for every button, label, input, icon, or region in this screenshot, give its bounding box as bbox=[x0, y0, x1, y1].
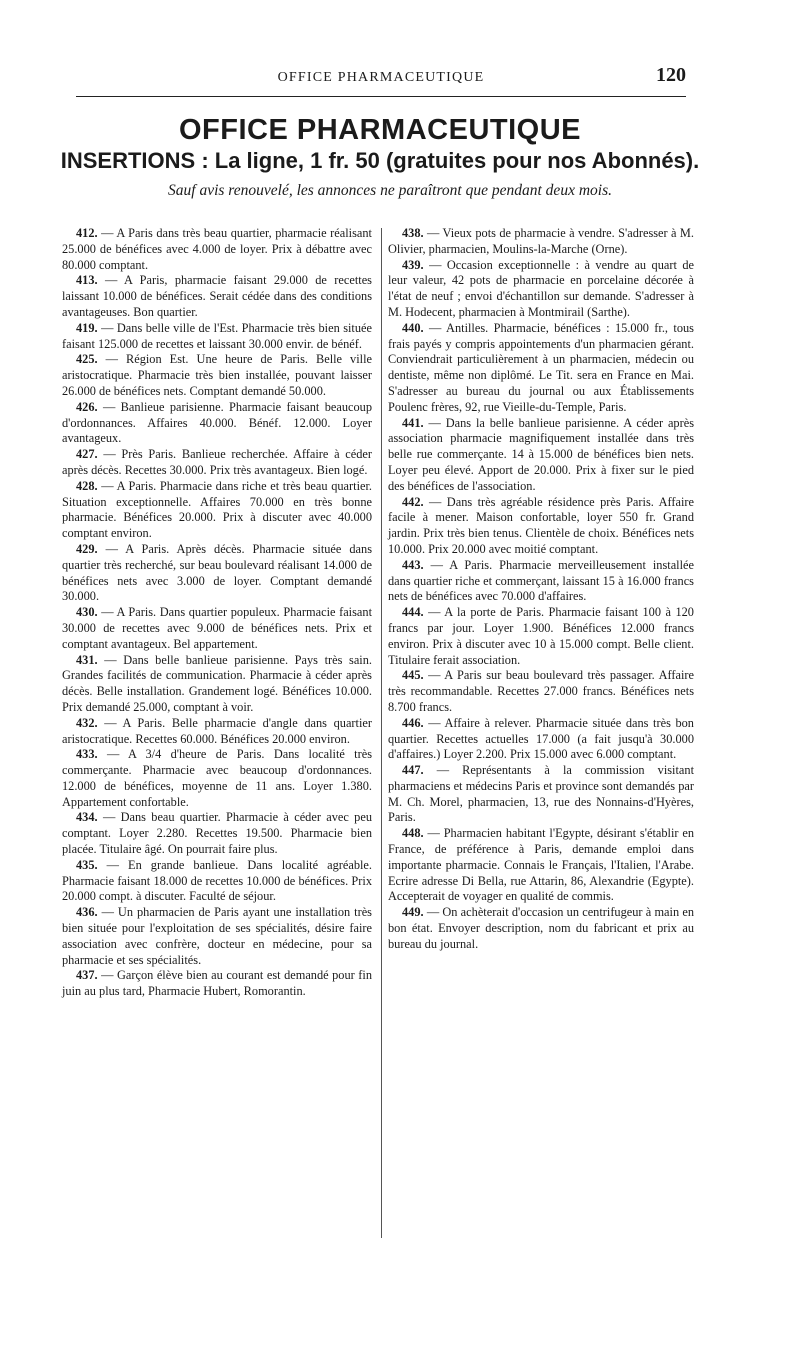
ad-number: 436. bbox=[76, 905, 98, 920]
classified-ad bbox=[62, 653, 372, 716]
ad-number: 428. bbox=[76, 478, 98, 493]
classified-ad bbox=[388, 495, 694, 558]
ad-number: 412. bbox=[76, 226, 98, 240]
ad-text: — Dans très agréable résidence près Paris. Affaire facile à mener. Maison confortable, loyer 550 fr. Grand jardin. Prix très bien tenus. Clientèle de choix. Bénéfices nets 10.000. Prix 20.000 avec moitié comptant. bbox=[388, 494, 694, 556]
classified-ad bbox=[388, 763, 694, 826]
ad-text: — A Paris. Pharmacie dans riche et très beau quartier. Situation exceptionnelle. Affaires 70.000 en très bonne pharmacie. Bénéfices 20.000. Prix à discuter avec 40.000 comptant environ. bbox=[62, 478, 372, 541]
section-title: OFFICE PHARMACEUTIQUE bbox=[179, 114, 581, 146]
classified-ad bbox=[62, 716, 372, 748]
classified-ad bbox=[62, 226, 372, 273]
ad-text: — Représentants à la commission visitant pharmaciens et médecins Paris et province sont demandés par M. Ch. Morel, pharmacien, 13, rue des Nonnains-d'Hyères, Paris. bbox=[388, 763, 694, 825]
classified-ad bbox=[62, 747, 372, 810]
ad-number: 448. bbox=[402, 826, 424, 841]
ad-number: 446. bbox=[402, 715, 424, 730]
classified-ad bbox=[62, 273, 372, 320]
classified-ad bbox=[388, 826, 694, 905]
classified-ad bbox=[62, 905, 372, 968]
classified-ad bbox=[388, 605, 694, 668]
classified-ad bbox=[62, 542, 372, 605]
classified-ad bbox=[388, 258, 694, 321]
classified-ad bbox=[62, 447, 372, 479]
ad-number: 427. bbox=[76, 447, 98, 462]
classified-ad bbox=[388, 416, 694, 495]
classified-ad bbox=[388, 668, 694, 715]
ad-text: — Dans belle banlieue parisienne. Pays très sain. Grandes facilités de communication. Pharmacie à céder après décès. Belle installation. Grandement logé. Bénéfices 10.000. Prix demandé 25.000, comptant à voir. bbox=[62, 652, 372, 714]
ad-text: — Région Est. Une heure de Paris. Belle ville aristocratique. Pharmacie très bien installée, pouvant laisser 26.000 de bénéfices nets. Comptant demandé 50.000. bbox=[62, 352, 372, 398]
right-column bbox=[388, 226, 694, 953]
ad-text: — Banlieue parisienne. Pharmacie faisant beaucoup d'ordonnances. Affaires 40.000. Bénéf. 12.000. Loyer avantageux. bbox=[62, 399, 372, 446]
classified-ad bbox=[62, 968, 372, 1000]
ad-text: — Garçon élève bien au courant est demandé pour fin juin au plus tard, Pharmacie Hubert, Romorantin. bbox=[62, 968, 372, 999]
ad-text: — Dans la belle banlieue parisienne. A céder après association pharmacie magnifiquement installée dans très belle rue commerçante. 14 à 15.000 de bénéfices bien nets. Loyer peu élevé. Apport de 20.000. Prix à fixer sur le pied des bénéfices de l'association. bbox=[388, 415, 694, 493]
ad-text: — Un pharmacien de Paris ayant une installation très bien située pour l'exploitation de ses spécialités, désire faire association avec confrère, docteur en médecine, pour sa pharmacie et ses spécialités. bbox=[62, 905, 372, 967]
ad-number: 429. bbox=[76, 541, 98, 556]
page-number: 120 bbox=[656, 64, 686, 86]
ad-text: — Affaire à relever. Pharmacie située dans très bon quartier. Recettes actuelles 17.000 (a fait jusqu'à 30.000 d'affaires.) Loyer 2.200. Prix 15.000 avec 6.000 comptant. bbox=[388, 715, 694, 762]
ad-text: — Dans belle ville de l'Est. Pharmacie très bien située faisant 125.000 de recettes et laissant 30.000 envir. de bénéf. bbox=[62, 320, 372, 351]
ad-number: 444. bbox=[402, 605, 424, 620]
ad-number: 435. bbox=[76, 857, 98, 872]
classified-ad bbox=[62, 810, 372, 857]
ad-text: — Antilles. Pharmacie, bénéfices : 15.000 fr., tous frais payés y compris appointements d'un pharmacien gérant. Conviendrait particulièrement à un pharmacien, médecin ou dentiste, même non diplômé. Le Tit. sera en France en Mai. S'adresser au bureau du journal ou aux Établissements Poulenc frères, 92, rue Vieille-du-Temple, Paris. bbox=[388, 320, 694, 414]
ad-text: — A Paris. Après décès. Pharmacie située dans quartier très recherché, sur beau boulevard réalisant 14.000 de bénéfices nets avec 3.000 de loyer. Comptant demandé 30.000. bbox=[62, 541, 373, 604]
ad-text: — Près Paris. Banlieue recherchée. Affaire à céder après décès. Recettes 30.000. Prix très avantageux. Bien logé. bbox=[62, 447, 372, 477]
ad-text: — A Paris. Dans quartier populeux. Pharmacie faisant 30.000 de recettes avec 9.000 de bénéfices nets. Prix et comptant avantageux. Bel appartement. bbox=[62, 605, 372, 651]
ad-text: — A Paris, pharmacie faisant 29.000 de recettes laissant 10.000 de bénéfices. Serait cédée dans des conditions avantageuses. Bon quartier. bbox=[62, 273, 372, 319]
ad-text: — Occasion exceptionnelle : à vendre au quart de leur valeur, 42 pots de pharmacie en porcelaine décorée à l'état de neuf ; envoi d'échantillon sur demande. S'adresser à M. Hodecent, pharmacien à Montmirail (Sarthe). bbox=[388, 257, 694, 319]
classified-ad bbox=[388, 716, 694, 763]
classified-ad bbox=[62, 605, 372, 652]
ad-number: 419. bbox=[76, 320, 98, 335]
ad-number: 437. bbox=[76, 968, 98, 983]
ad-number: 432. bbox=[76, 715, 98, 730]
ad-text: — A Paris dans très beau quartier, pharmacie réalisant 25.000 de bénéfices avec 4.000 de loyer. Prix à débattre avec 80.000 comptant. bbox=[62, 226, 372, 272]
ad-number: 438. bbox=[402, 226, 424, 240]
running-title: OFFICE PHARMACEUTIQUE bbox=[277, 70, 485, 85]
classified-ad bbox=[62, 479, 372, 542]
ad-number: 431. bbox=[76, 652, 98, 667]
ad-number: 449. bbox=[402, 905, 424, 920]
classified-ad bbox=[388, 321, 694, 416]
ad-text: — A Paris. Belle pharmacie d'angle dans quartier aristocratique. Recettes 60.000. Bénéfices 20.000 environ. bbox=[62, 715, 372, 746]
ad-number: 445. bbox=[402, 668, 424, 683]
ad-text: — En grande banlieue. Dans localité agréable. Pharmacie faisant 18.000 de recettes 10.000 de bénéfices. Prix 20.000 compt. à discuter. Faculté de séjour. bbox=[62, 857, 372, 904]
ad-number: 425. bbox=[76, 352, 98, 367]
ad-text: — On achèterait d'occasion un centrifugeur à main en bon état. Envoyer description, nom du fabricant et prix au bureau du journal. bbox=[388, 905, 694, 951]
ad-number: 430. bbox=[76, 605, 98, 620]
classified-ad bbox=[62, 400, 372, 447]
ad-number: 439. bbox=[402, 257, 424, 272]
ad-text: — Pharmacien habitant l'Egypte, désirant s'établir en France, de préférence à Paris, demande emploi dans importante pharmacie. Connais le Français, l'Italien, l'Arabe. Ecrire adresse Di Bella, rue Attarin, 86, Alexandrie (Egypte). Accepterait de voyager en qualité de commis. bbox=[388, 826, 695, 904]
insertion-rates: INSERTIONS : La ligne, 1 fr. 50 (gratuites pour nos Abonnés). bbox=[60, 148, 700, 173]
ad-text: — A 3/4 d'heure de Paris. Dans localité très commerçante. Pharmacie avec beaucoup d'ordonnances. 12.000 de bénéfices, moyenne de 11 ans. Loyer 1.380. Appartement confortable. bbox=[62, 747, 373, 809]
ad-number: 443. bbox=[402, 557, 424, 572]
ad-number: 434. bbox=[76, 810, 98, 825]
page-header bbox=[76, 62, 686, 97]
ad-number: 433. bbox=[76, 747, 98, 762]
column-divider bbox=[381, 228, 382, 1238]
ad-text: — Vieux pots de pharmacie à vendre. S'adresser à M. Olivier, pharmacien, Moulins-la-Marche (Orne). bbox=[388, 226, 694, 256]
ad-number: 441. bbox=[402, 415, 424, 430]
classified-ad bbox=[388, 905, 694, 952]
classified-ad bbox=[388, 558, 694, 605]
ad-number: 440. bbox=[402, 320, 424, 335]
ad-text: — A Paris. Pharmacie merveilleusement installée dans quartier riche et commerçant, laissant 15 à 16.000 francs nets de bénéfices avec 70.000 d'affaires. bbox=[388, 557, 694, 604]
ad-text: — A la porte de Paris. Pharmacie faisant 100 à 120 francs par jour. Loyer 1.900. Bénéfices 12.000 francs environ. Prix à discuter avec 10 à 15.000 compt. Belle client. Titulaire ferait association. bbox=[388, 605, 694, 667]
ad-number: 426. bbox=[76, 399, 98, 414]
classified-ad bbox=[62, 858, 372, 905]
renewal-notice: Sauf avis renouvelé, les annonces ne paraîtront que pendant deux mois. bbox=[168, 182, 612, 199]
left-column bbox=[62, 226, 372, 1000]
ad-number: 447. bbox=[402, 763, 424, 778]
classified-ad bbox=[388, 226, 694, 258]
ad-text: — Dans beau quartier. Pharmacie à céder avec peu comptant. Loyer 2.280. Recettes 19.500. Pharmacie bien placée. Titulaire âgé. On pourrait faire plus. bbox=[62, 810, 372, 857]
ad-number: 413. bbox=[76, 273, 98, 288]
classified-ad bbox=[62, 352, 372, 399]
classified-ad bbox=[62, 321, 372, 353]
ad-number: 442. bbox=[402, 494, 424, 509]
ad-text: — A Paris sur beau boulevard très passager. Affaire très recommandable. Recettes 27.000 francs. Bénéfices nets 8.700 francs. bbox=[388, 668, 694, 714]
